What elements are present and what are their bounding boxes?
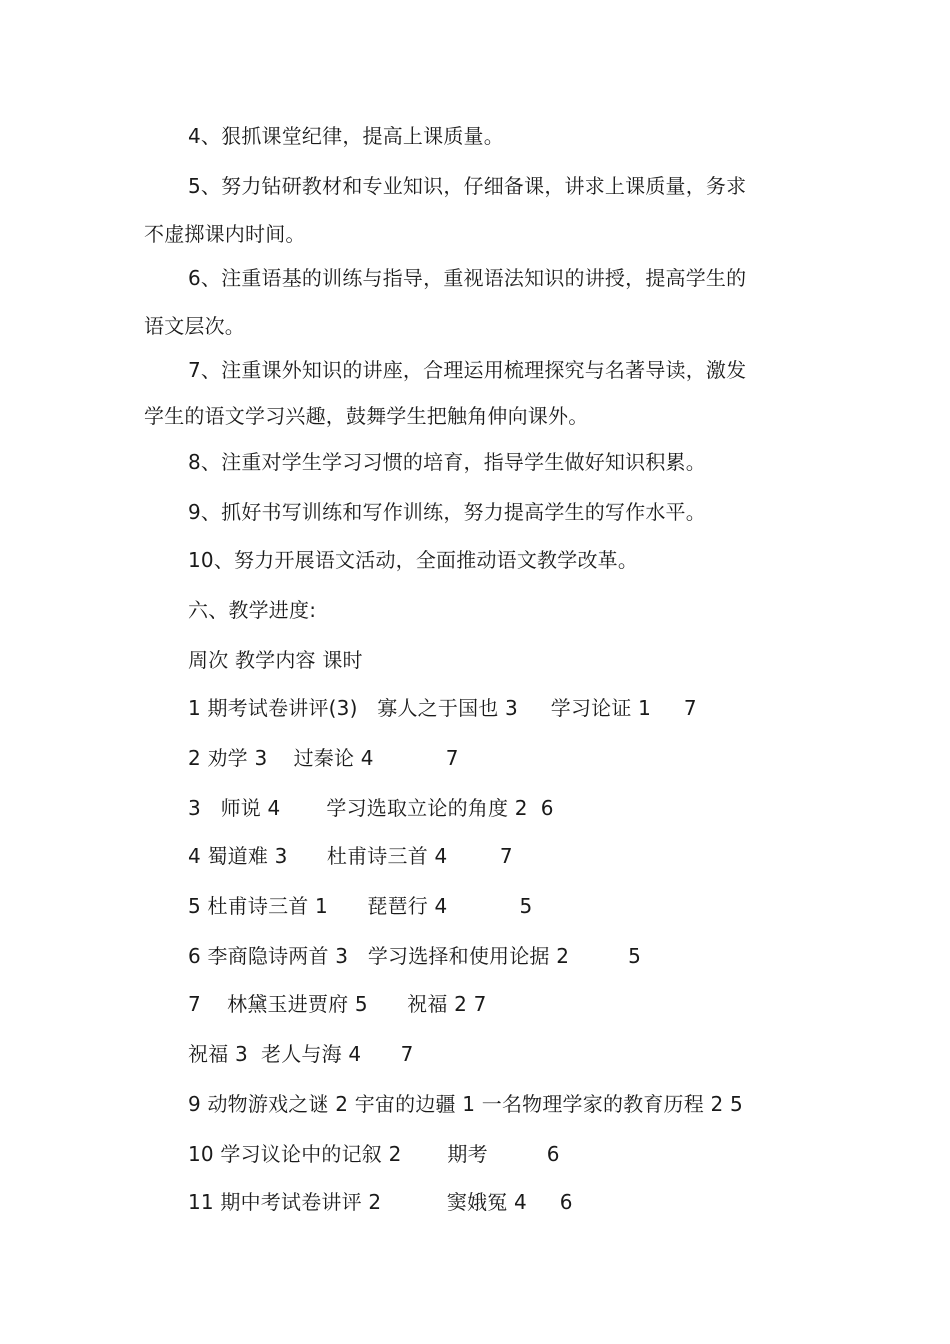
schedule-row: 祝福 3 老人与海 4 7 [188,1042,414,1066]
paragraph-item-8: 8、注重对学生学习习惯的培育，指导学生做好知识积累。 [188,450,706,474]
paragraph-item-7-continued: 学生的语文学习兴趣，鼓舞学生把触角伸向课外。 [144,404,589,428]
schedule-row: 5 杜甫诗三首 1 琵琶行 4 5 [188,894,533,918]
schedule-row: 3 师说 4 学习选取立论的角度 2 6 [188,796,554,820]
paragraph-item-4: 4、狠抓课堂纪律，提高上课质量。 [188,124,504,148]
paragraph-item-5-continued: 不虚掷课内时间。 [144,222,306,246]
schedule-row: 2 劝学 3 过秦论 4 7 [188,746,459,770]
schedule-row: 7 林黛玉进贾府 5 祝福 2 7 [188,992,487,1016]
paragraph-item-6-continued: 语文层次。 [144,314,245,338]
schedule-row: 11 期中考试卷讲评 2 窦娥冤 4 6 [188,1190,573,1214]
schedule-row: 9 动物游戏之谜 2 宇宙的边疆 1 一名物理学家的教育历程 2 5 [188,1092,743,1116]
paragraph-item-9: 9、抓好书写训练和写作训练，努力提高学生的写作水平。 [188,500,706,524]
schedule-row: 10 学习议论中的记叙 2 期考 6 [188,1142,560,1166]
section-heading: 六、教学进度: [188,598,317,622]
paragraph-item-7: 7、注重课外知识的讲座，合理运用梳理探究与名著导读，激发 [188,358,747,382]
paragraph-item-5: 5、努力钻研教材和专业知识，仔细备课，讲求上课质量，务求 [188,174,747,198]
paragraph-item-6: 6、注重语基的训练与指导，重视语法知识的讲授，提高学生的 [188,266,747,290]
schedule-header-row: 周次 教学内容 课时 [188,648,363,672]
schedule-row: 1 期考试卷讲评(3) 寡人之于国也 3 学习论证 1 7 [188,696,697,720]
schedule-row: 6 李商隐诗两首 3 学习选择和使用论据 2 5 [188,944,642,968]
schedule-row: 4 蜀道难 3 杜甫诗三首 4 7 [188,844,513,868]
paragraph-item-10: 10、努力开展语文活动，全面推动语文教学改革。 [188,548,639,572]
